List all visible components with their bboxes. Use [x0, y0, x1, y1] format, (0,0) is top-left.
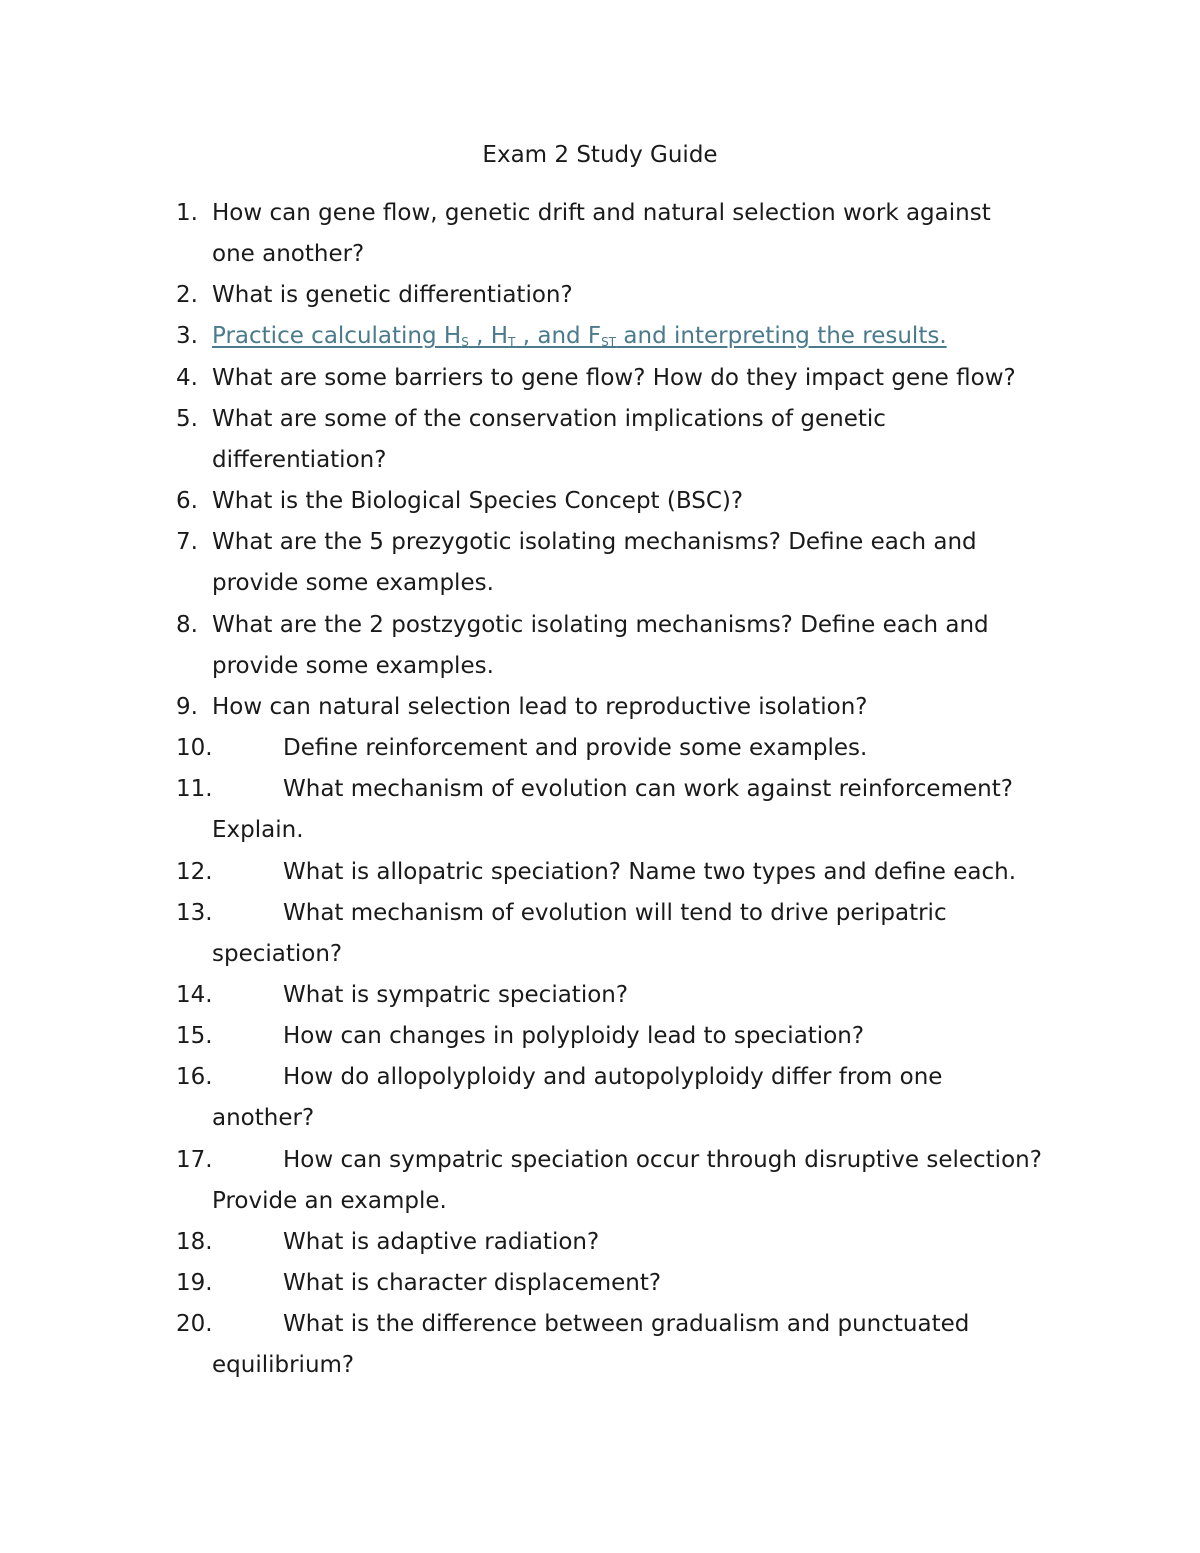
link-text: , H: [468, 323, 509, 349]
question-text: How can gene flow, genetic drift and natural selection work against: [212, 200, 991, 226]
question-text: What mechanism of evolution will tend to drive peripatric: [283, 900, 947, 926]
question-number: 4.: [176, 365, 198, 391]
question-text: What is the Biological Species Concept (BSC)?: [212, 488, 744, 514]
question-text: How can natural selection lead to reproductive isolation?: [212, 694, 868, 720]
question-text: What is character displacement?: [283, 1270, 662, 1296]
question-number: 13.: [176, 900, 213, 926]
question-text: How do allopolyploidy and autopolyploidy differ from one: [283, 1064, 943, 1090]
question-number: 10.: [176, 735, 213, 761]
question-text: What is genetic differentiation?: [212, 282, 573, 308]
question-text-continued: Explain.: [212, 817, 304, 843]
practice-calculation-link[interactable]: [212, 316, 947, 363]
question-number: 20.: [176, 1311, 213, 1337]
question-number: 14.: [176, 982, 213, 1008]
question-text: What are some barriers to gene flow? How do they impact gene flow?: [212, 365, 1016, 391]
link-text: Practice calculating H: [212, 323, 462, 349]
question-text: What are the 5 prezygotic isolating mechanisms? Define each and: [212, 529, 977, 555]
question-text: What are some of the conservation implications of genetic: [212, 406, 886, 432]
question-text-continued: equilibrium?: [212, 1352, 355, 1378]
subscript: ST: [601, 335, 617, 349]
question-text: Define reinforcement and provide some examples.: [283, 735, 868, 761]
question-number: 15.: [176, 1023, 213, 1049]
question-text-continued: one another?: [212, 241, 365, 267]
question-text: How can changes in polyploidy lead to speciation?: [283, 1023, 865, 1049]
question-text-continued: provide some examples.: [212, 570, 494, 596]
question-text-continued: another?: [212, 1105, 315, 1131]
question-number: 16.: [176, 1064, 213, 1090]
subscript: S: [461, 335, 469, 349]
question-text-continued: provide some examples.: [212, 653, 494, 679]
question-number: 9.: [176, 694, 198, 720]
question-number: 11.: [176, 776, 213, 802]
question-text: What is sympatric speciation?: [283, 982, 629, 1008]
question-text: What is the difference between gradualism and punctuated: [283, 1311, 970, 1337]
question-number: 3.: [176, 323, 198, 349]
question-text: What is adaptive radiation?: [283, 1229, 600, 1255]
question-number: 2.: [176, 282, 198, 308]
question-number: 18.: [176, 1229, 213, 1255]
question-text: What mechanism of evolution can work against reinforcement?: [283, 776, 1013, 802]
document-title: Exam 2 Study Guide: [482, 142, 718, 168]
question-text-continued: speciation?: [212, 941, 343, 967]
question-text: What is allopatric speciation? Name two types and define each.: [283, 859, 1017, 885]
question-number: 8.: [176, 612, 198, 638]
question-number: 5.: [176, 406, 198, 432]
subscript: T: [508, 335, 516, 349]
question-number: 12.: [176, 859, 213, 885]
question-text: What are the 2 postzygotic isolating mechanisms? Define each and: [212, 612, 989, 638]
question-number: 1.: [176, 200, 198, 226]
question-number: 7.: [176, 529, 198, 555]
question-number: 17.: [176, 1147, 213, 1173]
question-number: 19.: [176, 1270, 213, 1296]
question-text-continued: Provide an example.: [212, 1188, 447, 1214]
link-text: , and F: [515, 323, 602, 349]
question-text-continued: differentiation?: [212, 447, 387, 473]
question-number: 6.: [176, 488, 198, 514]
question-text: How can sympatric speciation occur through disruptive selection?: [283, 1147, 1042, 1173]
link-text: and interpreting the results.: [616, 323, 947, 349]
